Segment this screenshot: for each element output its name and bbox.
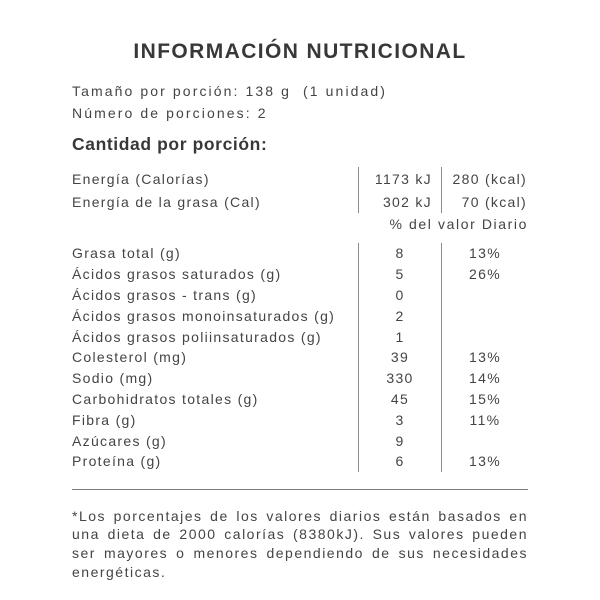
nutrient-label: Fibra (g) [72,411,137,428]
nutrient-row [72,389,528,410]
nutrient-amount: 2 [358,305,441,326]
nutrient-label: Azúcares (g) [72,432,167,449]
nutrient-amount: 45 [358,389,441,410]
nutrient-daily-value: 26% [441,264,528,285]
nutrient-table [72,243,528,472]
nutrient-row [72,451,528,472]
nutrient-row [72,243,528,264]
nutrient-daily-value [441,285,528,306]
nutrient-daily-value: 13% [441,451,528,472]
energy-row [72,190,528,213]
nutrient-daily-value: 14% [441,368,528,389]
energy-kcal-value: 70 (kcal) [441,190,528,213]
energy-label: Energía (Calorías) [72,170,210,187]
energy-row [72,167,528,190]
nutrient-daily-value [441,305,528,326]
nutrient-row [72,326,528,347]
nutrient-label: Grasa total (g) [72,245,181,262]
nutrient-row [72,368,528,389]
energy-kcal-value: 280 (kcal) [441,167,528,190]
energy-kj-value: 302 kJ [358,190,441,213]
footnote-divider-line [72,489,528,490]
nutrient-amount: 39 [358,347,441,368]
nutrient-row [72,285,528,306]
nutrient-row [72,305,528,326]
amount-per-serving-heading: Cantidad por porción: [72,134,268,154]
nutrient-amount: 8 [358,243,441,264]
nutrient-amount: 9 [358,430,441,451]
serving-count-line: Número de porciones: 2 [72,105,268,121]
energy-kj-value: 1173 kJ [358,167,441,190]
serving-size-line: Tamaño por porción: 138 g (1 unidad) [72,83,388,99]
nutrient-label: Sodio (mg) [72,370,154,387]
nutrient-amount: 330 [358,368,441,389]
nutrient-label: Ácidos grasos monoinsaturados (g) [72,307,336,324]
daily-value-column-header: % del valor Diario [389,216,528,232]
nutrient-daily-value: 13% [441,243,528,264]
nutrient-daily-value: 11% [441,409,528,430]
nutrient-amount: 0 [358,285,441,306]
nutrient-label: Ácidos grasos - trans (g) [72,286,257,303]
nutrient-daily-value: 15% [441,389,528,410]
nutrient-label: Colesterol (mg) [72,349,188,366]
energy-label: Energía de la grasa (Cal) [72,193,261,210]
energy-table [72,167,528,213]
daily-value-footnote: *Los porcentajes de los valores diarios están basados en una dieta de 2000 calorías (8380kJ). Sus valores pueden ser mayores o menores dependiendo de sus necesidades energéticas. [72,507,528,580]
nutrient-daily-value [441,326,528,347]
label-title: INFORMACIÓN NUTRICIONAL [133,40,467,63]
nutrient-label: Carbohidratos totales (g) [72,390,259,407]
nutrient-amount: 5 [358,264,441,285]
nutrient-row [72,347,528,368]
nutrient-row [72,264,528,285]
serving-info [72,80,528,124]
nutrient-daily-value [441,430,528,451]
nutrition-label [72,0,528,581]
nutrient-label: Proteína (g) [72,453,162,470]
nutrient-label: Ácidos grasos poliinsaturados (g) [72,328,322,345]
nutrient-amount: 6 [358,451,441,472]
nutrient-daily-value: 13% [441,347,528,368]
nutrient-amount: 3 [358,409,441,430]
nutrient-label: Ácidos grasos saturados (g) [72,266,282,283]
nutrient-amount: 1 [358,326,441,347]
nutrient-row [72,409,528,430]
nutrient-row [72,430,528,451]
